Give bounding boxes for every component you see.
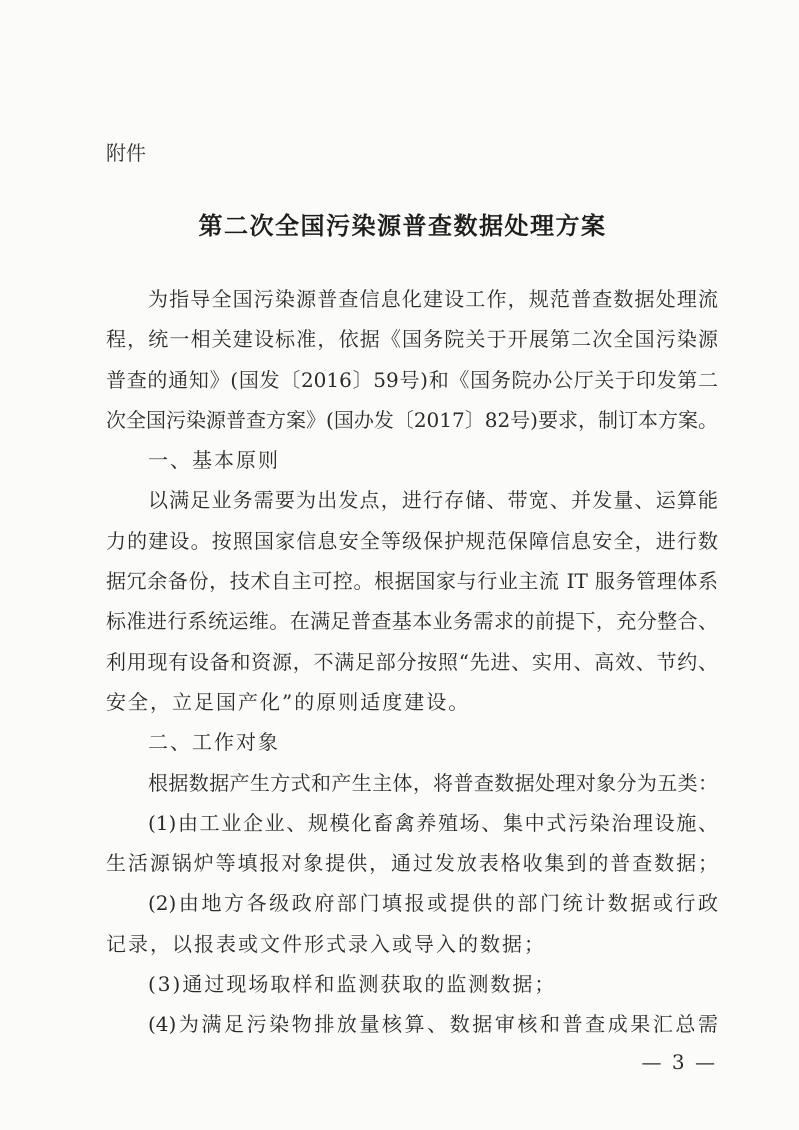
text-line: 程，统一相关建设标准，依据《国务院关于开展第二次全国污染源 <box>106 327 718 352</box>
document-body <box>106 284 718 1050</box>
text-line: (3)通过现场取样和监测获取的监测数据； <box>148 972 557 997</box>
text-line: 以满足业务需要为出发点，进行存储、带宽、并发量、运算能 <box>148 488 718 513</box>
section-heading: 二、工作对象 <box>148 730 280 755</box>
text-line: 次全国污染源普查方案》(国办发〔2017〕82号)要求，制订本方案。 <box>106 407 718 432</box>
text-line: 标准进行系统运维。在满足普查基本业务需求的前提下，充分整合、 <box>106 609 718 634</box>
text-line: 利用现有设备和资源，不满足部分按照“先进、实用、高效、节约、 <box>106 649 718 674</box>
page-number: — 3 — <box>641 1050 717 1074</box>
section-heading: 一、基本原则 <box>148 448 280 473</box>
text-line: 生活源锅炉等填报对象提供，通过发放表格收集到的普查数据； <box>106 851 718 876</box>
text-line: 普查的通知》(国发〔2016〕59号)和《国务院办公厅关于印发第二 <box>106 367 718 392</box>
text-line: (2)由地方各级政府部门填报或提供的部门统计数据或行政 <box>148 891 718 916</box>
text-line: 安全，立足国产化”的原则适度建设。 <box>106 689 471 714</box>
text-line: (4)为满足污染物排放量核算、数据审核和普查成果汇总需 <box>148 1012 718 1037</box>
text-line: 力的建设。按照国家信息安全等级保护规范保障信息安全，进行数 <box>106 528 718 553</box>
text-line: 据冗余备份，技术自主可控。根据国家与行业主流 IT 服务管理体系 <box>106 569 718 594</box>
text-line: 根据数据产生方式和产生主体，将普查数据处理对象分为五类： <box>148 770 718 795</box>
text-line: 为指导全国污染源普查信息化建设工作，规范普查数据处理流 <box>148 287 718 311</box>
attachment-label: 附件 <box>106 141 146 165</box>
document-title: 第二次全国污染源普查数据处理方案 <box>198 211 607 240</box>
text-line: 记录，以报表或文件形式录入或导入的数据； <box>106 931 546 956</box>
text-line: (1)由工业企业、规模化畜禽养殖场、集中式污染治理设施、 <box>148 810 718 835</box>
